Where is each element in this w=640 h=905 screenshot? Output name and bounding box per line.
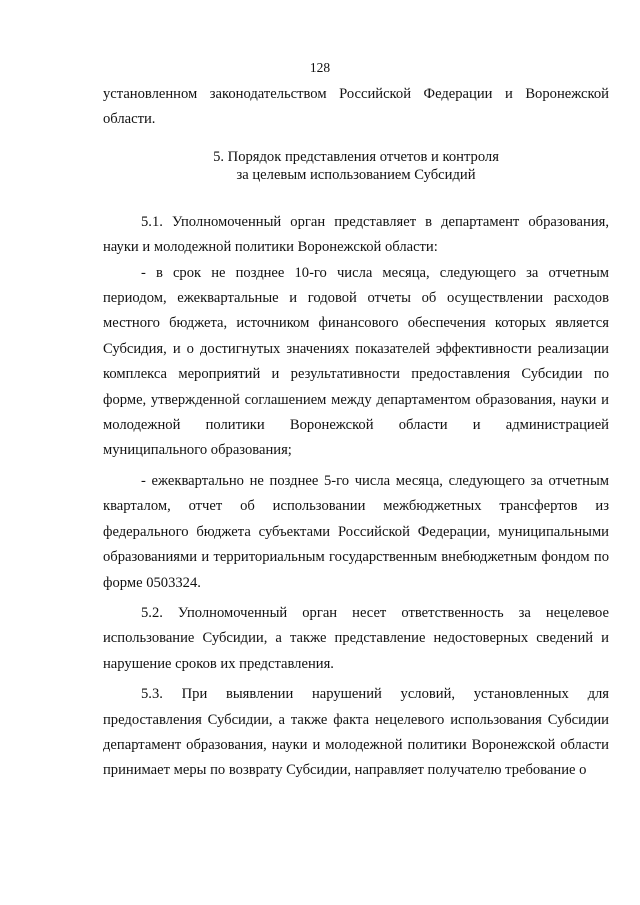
page-number: 128 bbox=[309, 60, 331, 75]
spacer bbox=[103, 184, 609, 210]
document-body bbox=[103, 82, 609, 784]
spacer bbox=[103, 133, 609, 148]
intro-continuation: установленном законодательством Российской Федерации и Воронежской области. bbox=[103, 86, 609, 128]
paragraph-5-1-item-1: - в срок не позднее 10-го числа месяца, следующего за отчетным периодом, ежеквартальные и годовой отчеты об осуществлении расходов местного бюджета, источником финансового обеспечения которых является Субсидия, и о достигнутых значениях показателей эффективности реализации комплекса мероприятий и результативности предоставления Субсидии по форме, утвержденной соглашением между департаментом образования, науки и молодежной политики Воронежской области и администрацией муниципального образования; bbox=[103, 264, 609, 459]
section-heading-line-2: за целевым использованием Субсидий bbox=[236, 166, 476, 183]
paragraph-5-1: 5.1. Уполномоченный орган представляет в департамент образования, науки и молодежной политики Воронежской области: bbox=[103, 213, 609, 256]
paragraph-5-1-item-2: - ежеквартально не позднее 5-го числа месяца, следующего за отчетным кварталом, отчет об использовании межбюджетных трансфертов из федерального бюджета субъектами Российской Федерации, муниципальными образованиями и территориальным государственным внебюджетным фондом по форме 0503324. bbox=[103, 472, 609, 591]
section-heading-line-1: 5. Порядок представления отчетов и контроля bbox=[213, 148, 499, 165]
paragraph-5-2: 5.2. Уполномоченный орган несет ответственность за нецелевое использование Субсидии, а также представление недостоверных сведений и нарушение сроков их представления. bbox=[103, 604, 609, 672]
paragraph-5-3: 5.3. При выявлении нарушений условий, установленных для предоставления Субсидии, а также факта нецелевого использования Субсидии департамент образования, науки и молодежной политики Воронежской области принимает меры по возврату Субсидии, направляет получателю требование о bbox=[103, 686, 609, 779]
